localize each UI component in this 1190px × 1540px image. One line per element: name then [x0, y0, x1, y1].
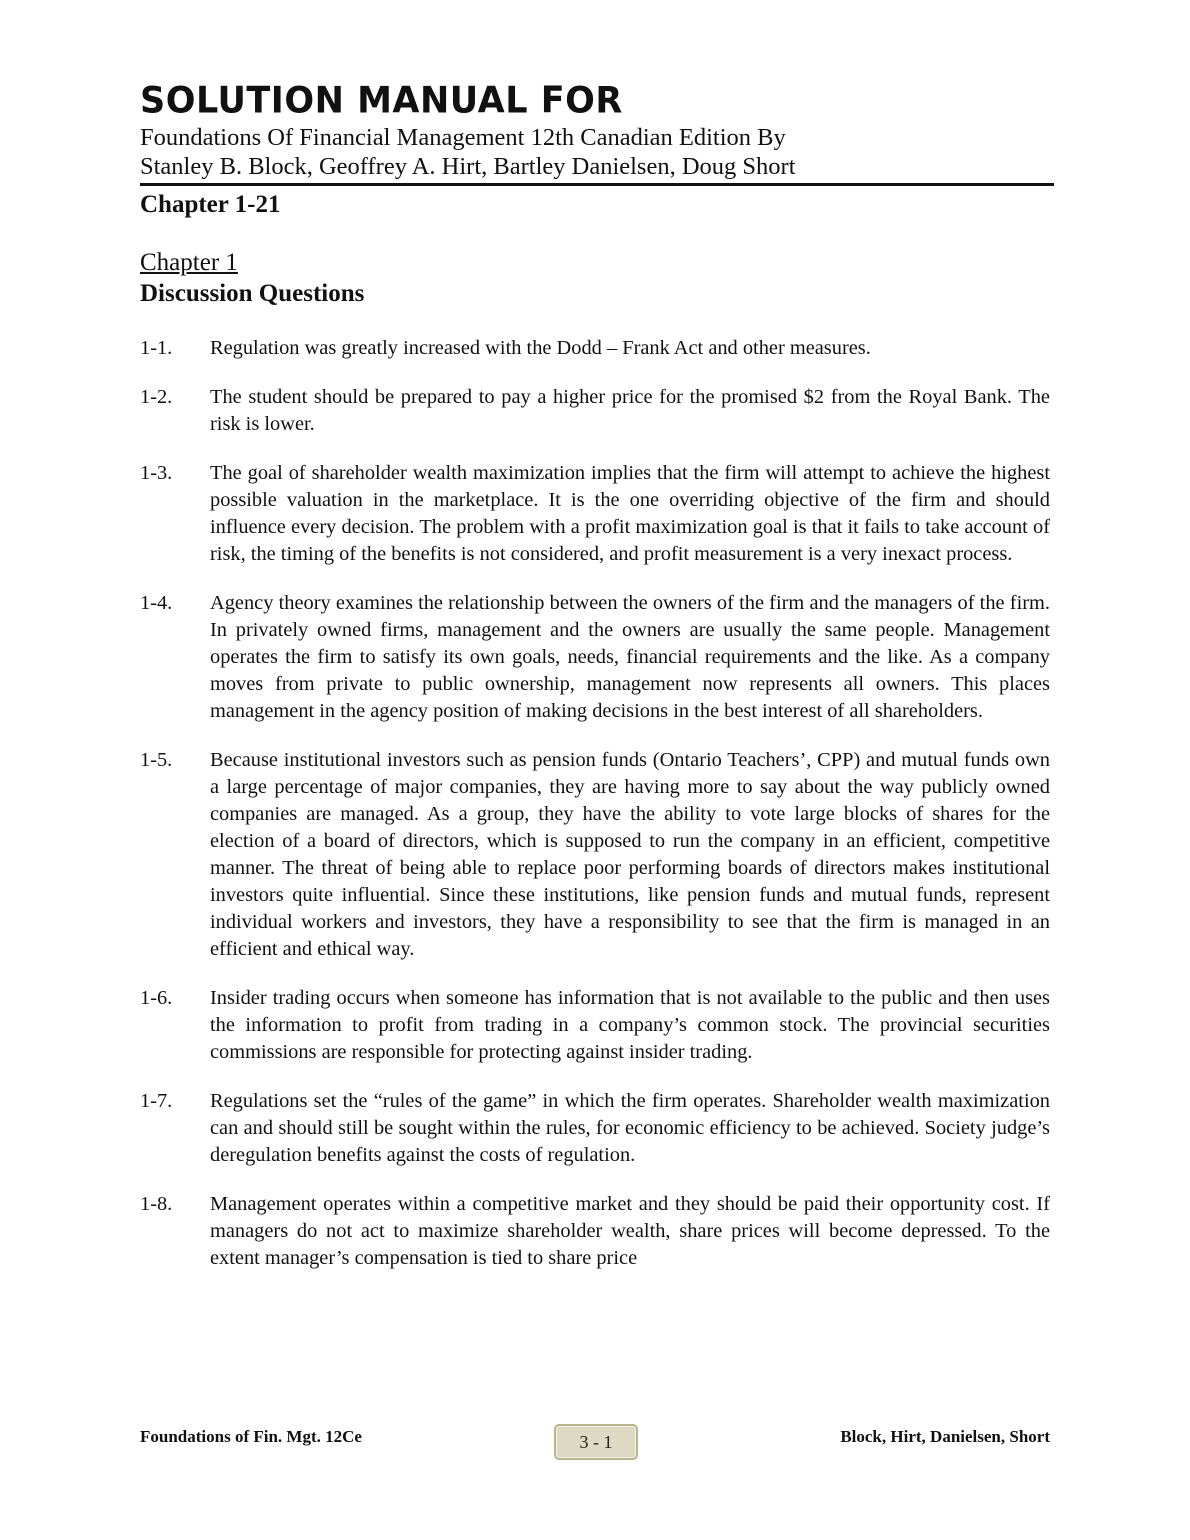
question-number: 1-4. — [140, 592, 173, 614]
question-answer: The student should be prepared to pay a higher price for the promised $2 from the Royal Bank. The risk is lower. — [210, 386, 1050, 435]
question-item — [140, 384, 1050, 438]
question-item — [140, 1088, 1050, 1169]
banner-title: SOLUTION MANUAL FOR — [140, 80, 623, 122]
question-answer: Agency theory examines the relationship between the owners of the firm and the managers of the firm. In privately owned firms, management and the owners are usually the same people. Management operates the firm to satisfy its own goals, needs, financial requirements and the like. As a company moves from private to public ownership, management now represents all owners. This places management in the agency position of making decisions in the best interest of all shareholders. — [210, 592, 1050, 722]
book-authors: Stanley B. Block, Geoffrey A. Hirt, Bartley Danielsen, Doug Short — [140, 153, 796, 180]
question-number: 1-2. — [140, 386, 173, 408]
chapter-range: Chapter 1-21 — [140, 191, 281, 218]
question-number: 1-3. — [140, 462, 173, 484]
question-item — [140, 985, 1050, 1066]
question-answer: Because institutional investors such as pension funds (Ontario Teachers’, CPP) and mutual funds own a large percentage of major companies, they are having more to say about the way publicly owned companies are managed. As a group, they have the ability to vote large blocks of shares for the election of a board of directors, which is supposed to run the company in an efficient, competitive manner. The threat of being able to replace poor performing boards of directors makes institutional investors quite influential. Since these institutions, like pension funds and mutual funds, represent individual workers and investors, they have a responsibility to see that the firm is managed in an efficient and ethical way. — [210, 749, 1050, 960]
footer-authors: Block, Hirt, Danielsen, Short — [840, 1427, 1050, 1446]
question-number: 1-8. — [140, 1193, 173, 1215]
header-divider — [140, 183, 1054, 186]
question-item — [140, 460, 1050, 568]
question-number: 1-5. — [140, 749, 173, 771]
book-title: Foundations Of Financial Management 12th Canadian Edition By — [140, 124, 786, 151]
question-item — [140, 747, 1050, 963]
chapter-label: Chapter 1 — [140, 249, 238, 276]
document-page — [140, 80, 1050, 1294]
footer-book-title: Foundations of Fin. Mgt. 12Ce — [140, 1427, 362, 1446]
question-number: 1-1. — [140, 337, 173, 359]
question-answer: Regulation was greatly increased with the Dodd – Frank Act and other measures. — [210, 337, 871, 359]
question-list — [140, 335, 1050, 1272]
question-item — [140, 1191, 1050, 1272]
question-answer: The goal of shareholder wealth maximization implies that the firm will attempt to achieve the highest possible valuation in the marketplace. It is the one overriding objective of the firm and should influence every decision. The problem with a profit maximization goal is that it fails to take account of risk, the timing of the benefits is not considered, and profit measurement is a very inexact process. — [210, 462, 1050, 565]
question-answer: Insider trading occurs when someone has information that is not available to the public and then uses the information to profit from trading in a company’s common stock. The provincial securities commissions are responsible for protecting against insider trading. — [210, 987, 1050, 1063]
question-number: 1-6. — [140, 987, 173, 1009]
question-item — [140, 335, 1050, 362]
page-footer — [140, 1424, 1050, 1464]
section-title: Discussion Questions — [140, 280, 365, 307]
page-number-badge: 3 - 1 — [554, 1424, 638, 1460]
question-item — [140, 590, 1050, 725]
question-answer: Management operates within a competitive market and they should be paid their opportunity cost. If managers do not act to maximize shareholder wealth, share prices will become depressed. To the extent manager’s compensation is tied to share price — [210, 1193, 1050, 1269]
question-number: 1-7. — [140, 1090, 173, 1112]
question-answer: Regulations set the “rules of the game” in which the firm operates. Shareholder wealth maximization can and should still be sought within the rules, for economic efficiency to be achieved. Society judge’s deregulation benefits against the costs of regulation. — [210, 1090, 1050, 1166]
